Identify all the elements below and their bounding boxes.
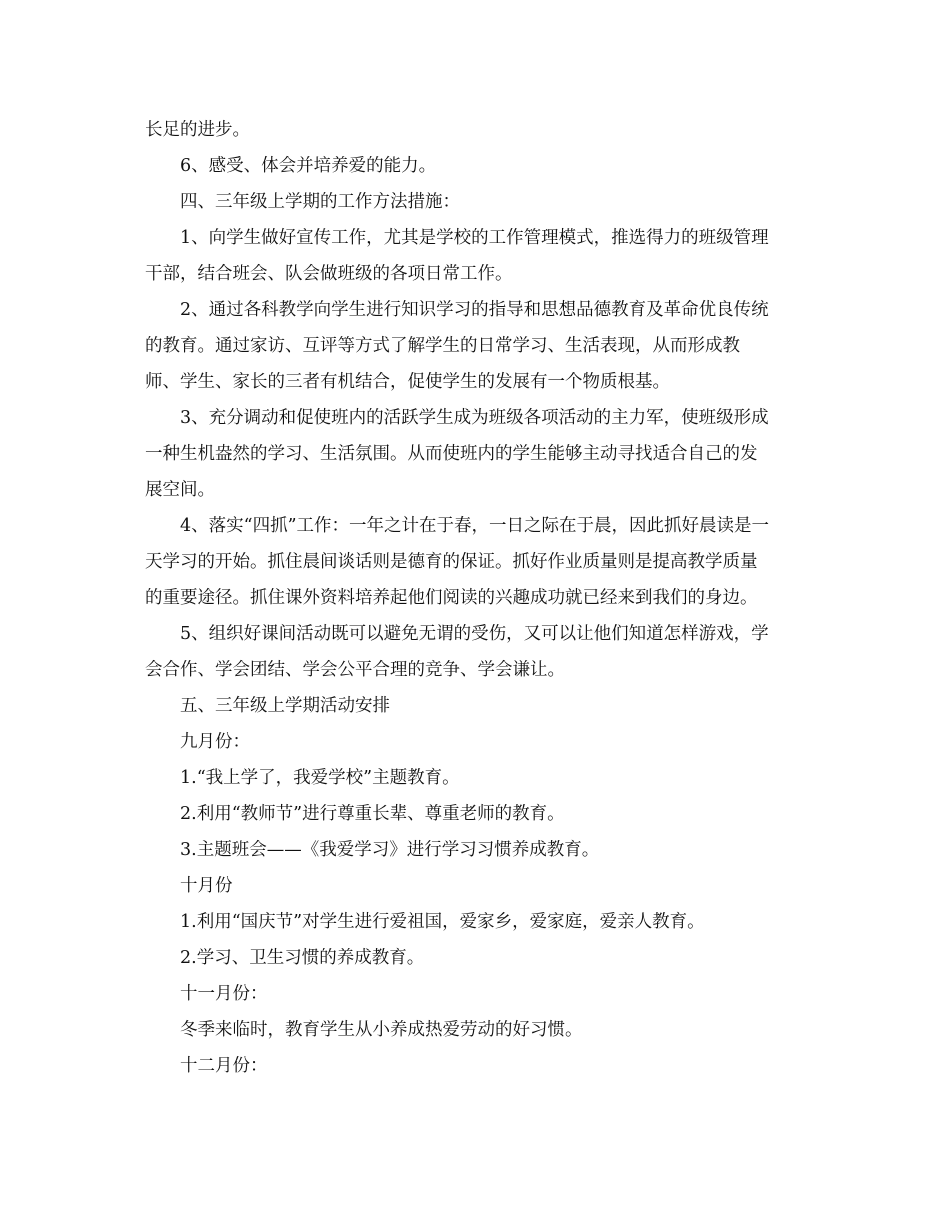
paragraph (145, 832, 815, 868)
text-line: 的重要途径。抓住课外资料培养起他们阅读的兴趣成功就已经来到我们的身边。 (145, 588, 758, 608)
text-line: 2.学习、卫生习惯的养成教育。 (180, 948, 425, 968)
text-line: 5、组织好课间活动既可以避免无谓的受伤，又可以让他们知道怎样游戏，学 (180, 624, 769, 644)
text-line: 冬季来临时，教育学生从小养成热爱劳动的好习惯。 (180, 1020, 583, 1040)
text-line: 3.主题班会——《我爱学习》进行学习习惯养成教育。 (180, 840, 600, 860)
text-line: 1、向学生做好宣传工作，尤其是学校的工作管理模式，推选得力的班级管理 (180, 228, 769, 248)
paragraph (145, 760, 815, 796)
text-line: 一种生机盎然的学习、生活氛围。从而使班内的学生能够主动寻找适合自己的发 (145, 444, 758, 464)
paragraph (145, 688, 815, 724)
text-line: 3、充分调动和促使班内的活跃学生成为班级各项活动的主力军，使班级形成 (180, 408, 769, 428)
text-line: 干部，结合班会、队会做班级的各项日常工作。 (145, 264, 513, 284)
text-line: 五、三年级上学期活动安排 (180, 696, 390, 716)
text-line: 6、感受、体会并培养爱的能力。 (180, 156, 437, 176)
text-line: 十月份 (180, 876, 233, 896)
text-line: 1.“我上学了，我爱学校”主题教育。 (180, 768, 460, 788)
paragraph (145, 220, 815, 292)
text-line: 会合作、学会团结、学会公平合理的竞争、学会谦让。 (145, 660, 565, 680)
paragraph (145, 904, 815, 940)
text-line: 4、落实“四抓”工作：一年之计在于春，一日之际在于晨，因此抓好晨读是一 (180, 516, 770, 536)
paragraph (145, 184, 815, 220)
paragraph (145, 1048, 815, 1084)
text-line: 十一月份： (180, 984, 268, 1004)
paragraph (145, 976, 815, 1012)
paragraph (145, 616, 815, 688)
paragraph (145, 1012, 815, 1048)
text-line: 四、三年级上学期的工作方法措施： (180, 192, 460, 212)
paragraph (145, 148, 815, 184)
paragraph (145, 292, 815, 400)
text-line: 展空间。 (145, 480, 215, 500)
text-line: 九月份： (180, 732, 250, 752)
text-line: 长足的进步。 (145, 120, 250, 140)
document-body (145, 112, 815, 1084)
text-line: 2、通过各科教学向学生进行知识学习的指导和思想品德教育及革命优良传统 (180, 300, 769, 320)
paragraph (145, 112, 815, 148)
paragraph (145, 868, 815, 904)
paragraph (145, 724, 815, 760)
text-line: 天学习的开始。抓住晨间谈话则是德育的保证。抓好作业质量则是提高教学质量 (145, 552, 758, 572)
paragraph (145, 940, 815, 976)
text-line: 2.利用“教师节”进行尊重长辈、尊重老师的教育。 (180, 804, 565, 824)
text-line: 的教育。通过家访、互评等方式了解学生的日常学习、生活表现，从而形成教 (145, 336, 740, 356)
text-line: 师、学生、家长的三者有机结合，促使学生的发展有一个物质根基。 (145, 372, 670, 392)
paragraph (145, 508, 815, 616)
text-line: 1.利用“国庆节”对学生进行爱祖国，爱家乡，爱家庭，爱亲人教育。 (180, 912, 705, 932)
text-line: 十二月份： (180, 1056, 268, 1076)
paragraph (145, 796, 815, 832)
paragraph (145, 400, 815, 508)
